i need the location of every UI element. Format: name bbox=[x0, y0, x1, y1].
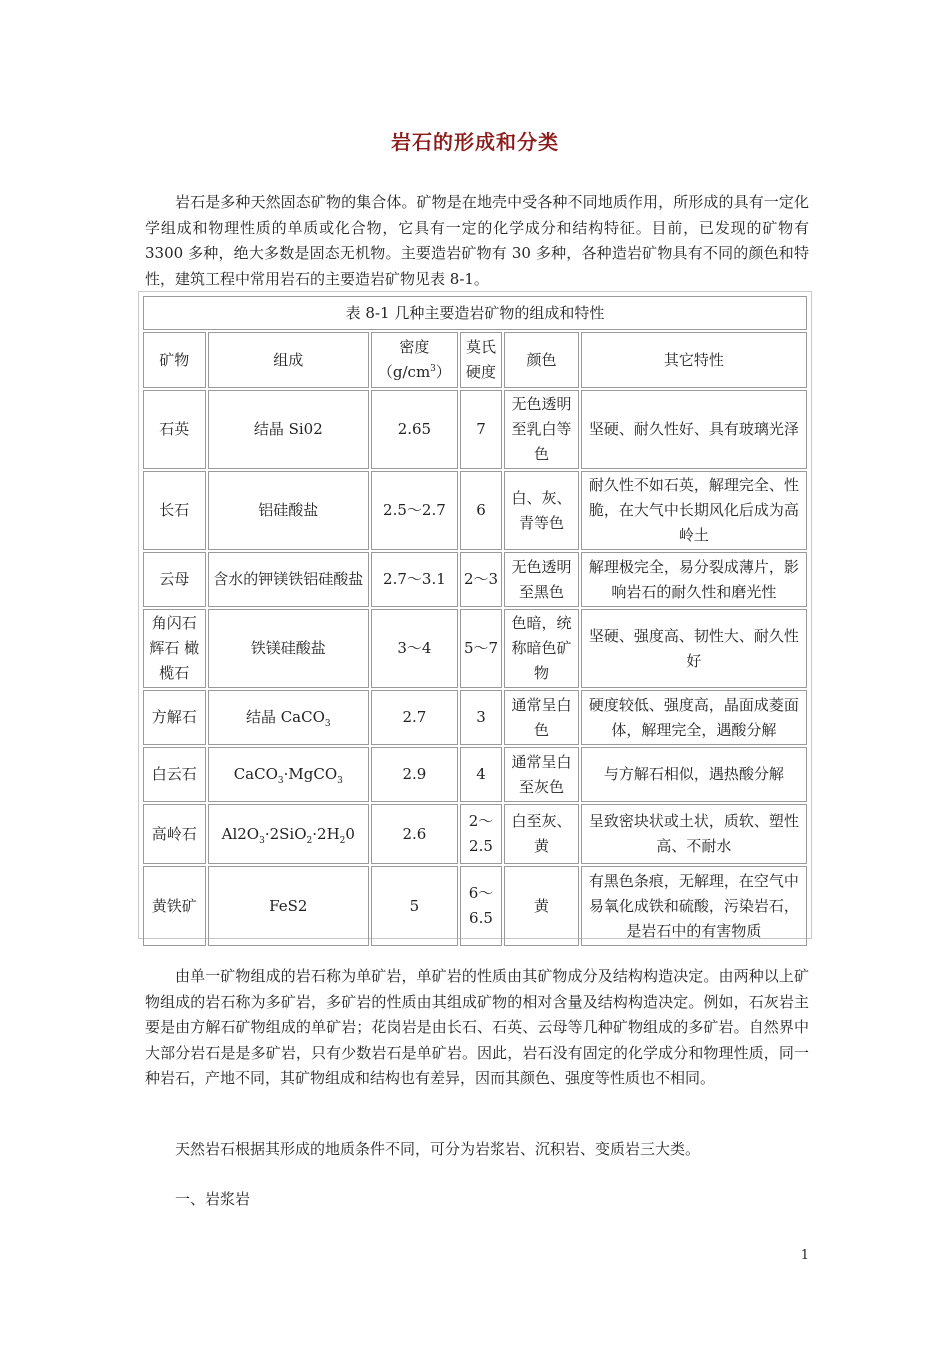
formula-subscript: 3 bbox=[337, 776, 343, 786]
table-row bbox=[143, 471, 807, 550]
table-row bbox=[143, 866, 807, 946]
section-heading-igneous: 一、岩浆岩 bbox=[175, 1190, 251, 1208]
cell-mineral: 角闪石辉石 橄榄石 bbox=[143, 609, 206, 688]
cell-other: 有黑色条痕，无解理，在空气中易氧化成铁和硫酸，污染岩石，是岩石中的有害物质 bbox=[581, 866, 807, 946]
cell-other: 硬度较低、强度高，晶面成菱面体，解理完全，遇酸分解 bbox=[581, 690, 807, 745]
cell-composition: 含水的钾镁铁铝硅酸盐 bbox=[208, 552, 369, 607]
cell-composition: 结晶 Si02 bbox=[208, 390, 369, 469]
cell-other: 呈致密块状或土状，质软、塑性高、不耐水 bbox=[581, 804, 807, 864]
cell-mineral: 黄铁矿 bbox=[143, 866, 206, 946]
header-density-unit-open: （g/cm bbox=[377, 363, 431, 381]
table-caption: 表 8-1 几种主要造岩矿物的组成和特性 bbox=[143, 296, 807, 330]
cell-hardness: 5～7 bbox=[460, 609, 502, 688]
cell-composition: 铝硅酸盐 bbox=[208, 471, 369, 550]
cell-composition: FeS2 bbox=[208, 866, 369, 946]
formula-text: ·MgCO bbox=[283, 765, 338, 783]
cell-hardness: 6～6.5 bbox=[460, 866, 502, 946]
cell-mineral: 石英 bbox=[143, 390, 206, 469]
table-row bbox=[143, 390, 807, 469]
cell-composition: 铁镁硅酸盐 bbox=[208, 609, 369, 688]
formula-text: ·2H bbox=[312, 824, 340, 843]
cell-hardness: 4 bbox=[460, 747, 502, 802]
formula-subscript: 3 bbox=[259, 835, 265, 846]
body-paragraph-classification: 天然岩石根据其形成的地质条件不同，可分为岩浆岩、沉积岩、变质岩三大类。 bbox=[175, 1140, 701, 1158]
table-row bbox=[143, 552, 807, 607]
header-composition: 组成 bbox=[208, 332, 369, 388]
cell-density: 2.5～2.7 bbox=[371, 471, 458, 550]
header-density-unit-close: ） bbox=[435, 363, 451, 381]
cell-hardness: 7 bbox=[460, 390, 502, 469]
page-number: 1 bbox=[800, 1248, 809, 1263]
header-density-unit-sup: 3 bbox=[430, 364, 436, 374]
table-row bbox=[143, 804, 807, 864]
cell-color: 白、灰、青等色 bbox=[504, 471, 579, 550]
formula-subscript: 2 bbox=[339, 835, 346, 846]
body-paragraph-mono-poly: 由单一矿物组成的岩石称为单矿岩，单矿岩的性质由其矿物成分及结构构造决定。由两种以上矿物组成的岩石称为多矿岩，多矿岩的性质由其组成矿物的相对含量及结构构造决定。例如，石灰岩主要是由方解石矿物组成的单矿岩；花岗岩是由长石、石英、云母等几种矿物组成的多矿岩。自然界中大部分岩石是是多矿岩，只有少数岩石是单矿岩。因此，岩石没有固定的化学成分和物理性质，同一种岩石，产地不同，其矿物组成和结构也有差异，因而其颜色、强度等性质也不相同。 bbox=[145, 967, 809, 1087]
cell-hardness: 6 bbox=[460, 471, 502, 550]
cell-color: 无色透明至乳白等色 bbox=[504, 390, 579, 469]
mineral-table-frame bbox=[138, 291, 812, 939]
cell-density: 2.6 bbox=[371, 804, 458, 864]
cell-composition bbox=[208, 690, 369, 745]
cell-hardness: 3 bbox=[460, 690, 502, 745]
page-title: 岩石的形成和分类 bbox=[391, 130, 559, 154]
formula-subscript: 2 bbox=[306, 835, 313, 846]
cell-other: 坚硬、耐久性好、具有玻璃光泽 bbox=[581, 390, 807, 469]
cell-density: 3～4 bbox=[371, 609, 458, 688]
cell-hardness: 2～2.5 bbox=[460, 804, 502, 864]
table-row bbox=[143, 609, 807, 688]
cell-mineral: 白云石 bbox=[143, 747, 206, 802]
cell-mineral: 高岭石 bbox=[143, 804, 206, 864]
formula-text: Al2O bbox=[221, 824, 260, 843]
cell-other: 与方解石相似，遇热酸分解 bbox=[581, 747, 807, 802]
cell-density: 2.65 bbox=[371, 390, 458, 469]
formula-text: 结晶 CaCO bbox=[245, 708, 325, 726]
table-header-row bbox=[143, 332, 807, 388]
cell-mineral: 云母 bbox=[143, 552, 206, 607]
cell-hardness: 2～3 bbox=[460, 552, 502, 607]
cell-color: 通常呈白至灰色 bbox=[504, 747, 579, 802]
cell-mineral: 长石 bbox=[143, 471, 206, 550]
formula-text: CaCO bbox=[233, 765, 278, 783]
cell-other: 坚硬、强度高、韧性大、耐久性好 bbox=[581, 609, 807, 688]
mineral-table bbox=[141, 294, 809, 948]
cell-color: 通常呈白色 bbox=[504, 690, 579, 745]
formula-subscript: 3 bbox=[324, 719, 331, 729]
cell-density: 2.7～3.1 bbox=[371, 552, 458, 607]
intro-paragraph: 岩石是多种天然固态矿物的集合体。矿物是在地壳中受各种不同地质作用，所形成的具有一定化学组成和物理性质的单质或化合物，它具有一定的化学成分和结构特征。目前，已发现的矿物有 3300 多种，绝大多数是固态无机物。主要造岩矿物有 30 多种，各种造岩矿物具有不同的颜色和特性，建筑工程中常用岩石的主要造岩矿物见表 8-1。 bbox=[145, 193, 809, 288]
formula-text: 0 bbox=[345, 824, 355, 843]
header-density-label: 密度 bbox=[399, 338, 430, 356]
cell-density: 5 bbox=[371, 866, 458, 946]
cell-color: 色暗，统称暗色矿物 bbox=[504, 609, 579, 688]
cell-other: 耐久性不如石英，解理完全、性脆，在大气中长期风化后成为高岭土 bbox=[581, 471, 807, 550]
cell-composition bbox=[208, 747, 369, 802]
header-density bbox=[371, 332, 458, 388]
cell-color: 白至灰、黄 bbox=[504, 804, 579, 864]
cell-density: 2.7 bbox=[371, 690, 458, 745]
table-row bbox=[143, 690, 807, 745]
cell-other: 解理极完全，易分裂成薄片，影响岩石的耐久性和磨光性 bbox=[581, 552, 807, 607]
header-other: 其它特性 bbox=[581, 332, 807, 388]
header-mineral: 矿物 bbox=[143, 332, 206, 388]
table-row bbox=[143, 747, 807, 802]
cell-color: 黄 bbox=[504, 866, 579, 946]
header-color: 颜色 bbox=[504, 332, 579, 388]
header-hardness: 莫氏硬度 bbox=[460, 332, 502, 388]
formula-subscript: 3 bbox=[277, 776, 284, 786]
cell-color: 无色透明至黑色 bbox=[504, 552, 579, 607]
formula-text: ·2SiO bbox=[264, 824, 307, 843]
cell-composition bbox=[208, 804, 369, 864]
cell-density: 2.9 bbox=[371, 747, 458, 802]
cell-mineral: 方解石 bbox=[143, 690, 206, 745]
